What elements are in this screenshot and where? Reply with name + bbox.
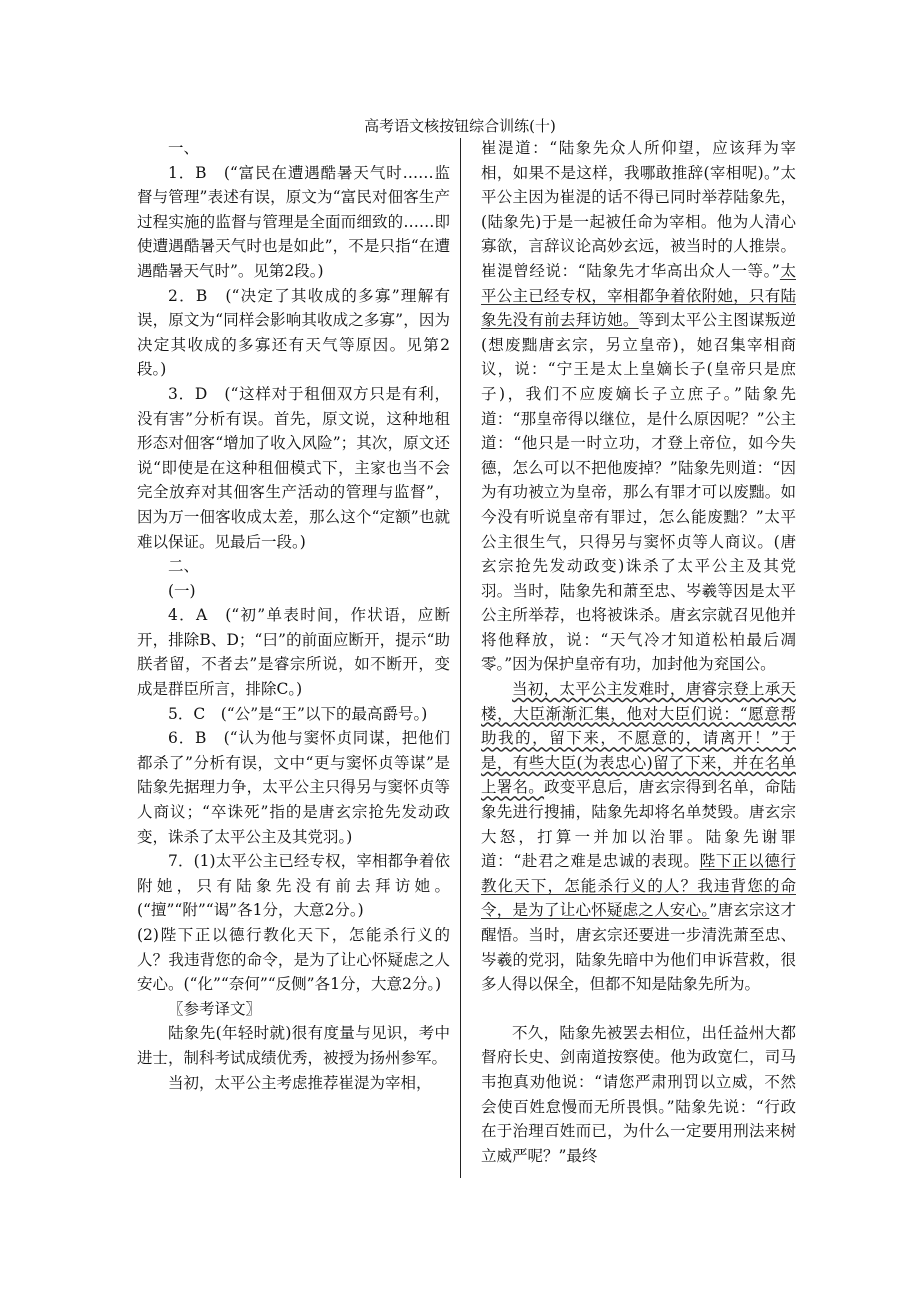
answer-q5: 5．C (“公”是“王”以下的最高爵号。) [168, 704, 428, 723]
answer-q2: 2．B (“决定了其收成的多寡”理解有误，原文为“同样会影响其收成之多寡”，因为决定其收成的多寡还有天气等原因。见第2段。) [137, 286, 450, 379]
answer-q7-part1: 7．(1)太平公主已经专权，宰相都争着依附她，只有陆象先没有前去拜访她。(“擅”“附”“谒”各1分，大意2分。) [137, 852, 450, 920]
answer-q7-part2: (2)陛下正以德行教化天下，怎能杀行义的人？我违背您的命令，是为了让心怀疑虑之人安心。(“化”“奈何”“反侧”各1分，大意2分。) [137, 926, 450, 994]
right-column [481, 136, 796, 1168]
subsection-one-heading: (一) [168, 581, 196, 600]
answer-q3: 3．D (“这样对于租佃双方只是有利，没有害”分析有误。首先，原文说，这种地租形态对佃客“增加了收入风险”；其次，原文还说“即使是在这种租佃模式下，主家也当不会完全放弃对其佃客生产活动的管理与监督”，因为万一佃客收成太差，那么这个“定额”也就难以保证。见最后一段。) [137, 384, 450, 551]
answer-q1: 1．B (“富民在遭遇酷暑天气时……监督与管理”表述有误，原文为“富民对佃客生产过程实施的监督与管理是全面而细致的……即使遭遇酷暑天气时也是如此”，不是只指“在遭遇酷暑天气时”。见第2段。) [137, 163, 450, 280]
underlined-sentence-1: 太平公主已经专权，宰相都争着依附她，只有陆象先没有前去拜访她。 [481, 261, 796, 330]
text-span: 政变平息后，唐玄宗得到名单，命陆象先进行搜捕，陆象先却将名单焚毁。唐玄宗大怒，打算一并加以治罪。陆象先谢罪道：“赴君之难是忠诚的表现。 [481, 778, 796, 871]
reference-translation-heading: 〖参考译文〗 [168, 999, 262, 1018]
translation-paragraph-2-continued [481, 136, 796, 677]
section-two-heading: 二、 [168, 557, 200, 576]
page-title: 高考语文核按钮综合训练(十) [364, 117, 556, 135]
translation-paragraph-3 [481, 677, 796, 997]
left-column [137, 136, 450, 1095]
text-span: 崔湜道：“陆象先众人所仰望，应该拜为宰相，如果不是这样，我哪敢推辞(宰相呢)。”太平公主因为崔湜的话不得已同时举荐陆象先，(陆象先)于是一起被任命为宰相。他为人清心寡欲，言辞议论高妙玄远，被当时的人推崇。崔湜曾经说：“陆象先才华高出众人一等。” [481, 139, 796, 280]
underlined-sentence-2: 陛下正以德行教化天下，怎能杀行义的人？我违背您的命令，是为了让心怀疑虑之人安心。 [481, 852, 796, 920]
translation-paragraph-2: 当初，太平公主考虑推荐崔湜为宰相， [168, 1073, 432, 1092]
translation-paragraph-1: 陆象先(年轻时就)很有度量与见识，考中进士，制科考试成绩优秀，被授为扬州参军。 [137, 1024, 450, 1067]
text-span: 等到太平公主图谋叛逆(想废黜唐玄宗，另立皇帝)，她召集宰相商议，说：“宁王是太上皇嫡长子(皇帝只是庶子)，我们不应废嫡长子立庶子。”陆象先道：“那皇帝得以继位，是什么原因呢？”公主道：“他只是一时立功，才登上帝位，如今失德，怎么可以不把他废掉？”陆象先则道：“因为有功被立为皇帝，那么有罪才可以废黜。如今没有听说皇帝有罪过，怎么能废黜？”太平公主很生气，只得另与窦怀贞等人商议。(唐玄宗抢先发动政变)诛杀了太平公主及其党羽。当时，陆象先和萧至忠、岑羲等因是太平公主所举荐，也将被诛杀。唐玄宗就召见他并将他释放，说：“天气冷才知道松柏最后凋零。”因为保护皇帝有功，加封他为兖国公。 [481, 311, 796, 674]
column-divider [460, 138, 461, 1178]
section-one-heading: 一、 [168, 139, 200, 157]
paragraph-gap [481, 997, 796, 1021]
text-span: ”唐玄宗这才醒悟。当时，唐玄宗还要进一步清洗萧至忠、岑羲的党羽，陆象先暗中为他们申诉营救，很多人得以保全，但都不知是陆象先所为。 [481, 901, 796, 994]
answer-q6: 6．B (“认为他与窦怀贞同谋，把他们都杀了”分析有误，文中“更与窦怀贞等谋”是陆象先据理力争，太平公主只得另与窦怀贞等人商议；“卒诛死”指的是唐玄宗抢先发动政变，诛杀了太平公主及其党羽。) [137, 729, 450, 846]
translation-paragraph-4: 不久，陆象先被罢去相位，出任益州大都督府长史、剑南道按察使。他为政宽仁，司马韦抱真劝他说：“请您严肃刑罚以立威，不然会使百姓怠慢而无所畏惧。”陆象先说：“行政在于治理百姓而已，为什么一定要用刑法来树立威严呢？”最终 [481, 1023, 796, 1165]
answer-q4: 4．A (“初”单表时间，作状语，应断开，排除B、D；“曰”的前面应断开，提示“助朕者留，不者去”是睿宗所说，如不断开，变成是群臣所言，排除C。) [137, 606, 450, 699]
wavy-underlined-passage: 当初，太平公主发难时，唐睿宗登上承天楼，大臣渐渐汇集，他对大臣们说：“愿意帮助我的，留下来，不愿意的，请离开！”于是，有些大臣(为表忠心)留了下来，并在名单上署名。 [481, 680, 796, 797]
